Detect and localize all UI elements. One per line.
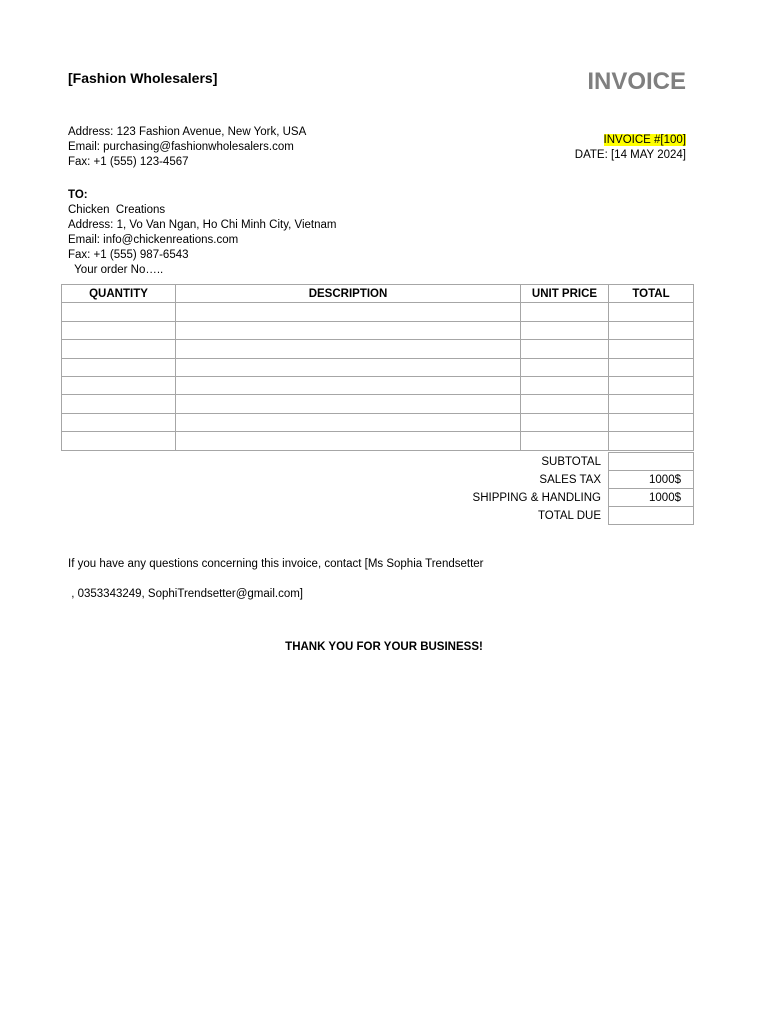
invoice-date: DATE: [14 MAY 2024] bbox=[574, 149, 686, 161]
cell-unit-price bbox=[521, 376, 609, 394]
order-number: Your order No….. bbox=[68, 264, 164, 276]
invoice-title: INVOICE bbox=[587, 68, 686, 95]
table-row bbox=[62, 376, 694, 394]
thank-you-message: THANK YOU FOR YOUR BUSINESS! bbox=[285, 641, 483, 653]
sender-address: Address: 123 Fashion Avenue, New York, USA bbox=[68, 126, 307, 138]
recipient-label: TO: bbox=[68, 189, 88, 201]
cell-total bbox=[609, 303, 694, 321]
cell-total bbox=[609, 413, 694, 431]
header-total: TOTAL bbox=[609, 285, 694, 303]
table-row bbox=[62, 340, 694, 358]
cell-quantity bbox=[62, 395, 176, 413]
recipient-email: Email: info@chickenreations.com bbox=[68, 234, 239, 246]
cell-unit-price bbox=[521, 432, 609, 450]
cell-quantity bbox=[62, 358, 176, 376]
invoice-meta bbox=[575, 133, 686, 163]
cell-quantity bbox=[62, 340, 176, 358]
table-row bbox=[62, 413, 694, 431]
cell-total bbox=[609, 340, 694, 358]
table-row bbox=[62, 358, 694, 376]
recipient-name: Chicken Creations bbox=[68, 204, 166, 216]
cell-unit-price bbox=[521, 321, 609, 339]
line-items-table bbox=[61, 284, 694, 451]
cell-unit-price bbox=[521, 395, 609, 413]
contact-line-2: , 0353343249, SophiTrendsetter@gmail.com] bbox=[68, 588, 303, 600]
table-row bbox=[62, 303, 694, 321]
cell-description bbox=[176, 303, 521, 321]
cell-description bbox=[176, 340, 521, 358]
cell-description bbox=[176, 413, 521, 431]
subtotal-cell bbox=[608, 452, 694, 471]
header-description: DESCRIPTION bbox=[176, 285, 521, 303]
cell-description bbox=[176, 395, 521, 413]
total-due-row bbox=[400, 507, 694, 525]
cell-quantity bbox=[62, 376, 176, 394]
cell-total bbox=[609, 395, 694, 413]
sales-tax-value: 1000$ bbox=[649, 474, 681, 486]
shipping-value: 1000$ bbox=[649, 492, 681, 504]
shipping-row bbox=[400, 489, 694, 507]
header-unit-price: UNIT PRICE bbox=[521, 285, 609, 303]
cell-quantity bbox=[62, 303, 176, 321]
cell-quantity bbox=[62, 413, 176, 431]
cell-total bbox=[609, 358, 694, 376]
total-due-label: TOTAL DUE bbox=[537, 510, 601, 522]
sales-tax-row bbox=[400, 471, 694, 489]
cell-total bbox=[609, 376, 694, 394]
sender-email: Email: purchasing@fashionwholesalers.com bbox=[68, 141, 294, 153]
invoice-number: INVOICE #[100] bbox=[603, 134, 686, 146]
cell-total bbox=[609, 432, 694, 450]
shipping-label: SHIPPING & HANDLING bbox=[472, 492, 601, 504]
table-row bbox=[62, 395, 694, 413]
cell-description bbox=[176, 432, 521, 450]
shipping-cell bbox=[608, 489, 694, 507]
recipient-address: Address: 1, Vo Van Ngan, Ho Chi Minh City, Vietnam bbox=[68, 219, 337, 231]
table-row bbox=[62, 432, 694, 450]
subtotal-label: SUBTOTAL bbox=[541, 456, 601, 468]
cell-unit-price bbox=[521, 358, 609, 376]
cell-unit-price bbox=[521, 413, 609, 431]
subtotal-row bbox=[400, 453, 694, 471]
recipient-info bbox=[68, 188, 336, 278]
header-quantity: QUANTITY bbox=[62, 285, 176, 303]
recipient-fax: Fax: +1 (555) 987-6543 bbox=[68, 249, 189, 261]
cell-total bbox=[609, 321, 694, 339]
sales-tax-cell bbox=[608, 471, 694, 489]
sender-info bbox=[68, 125, 306, 170]
table-header-row bbox=[62, 285, 694, 303]
table-row bbox=[62, 321, 694, 339]
total-due-cell bbox=[608, 507, 694, 525]
cell-unit-price bbox=[521, 303, 609, 321]
cell-quantity bbox=[62, 432, 176, 450]
sender-fax: Fax: +1 (555) 123-4567 bbox=[68, 156, 189, 168]
cell-description bbox=[176, 358, 521, 376]
company-name: [Fashion Wholesalers] bbox=[68, 70, 218, 86]
cell-unit-price bbox=[521, 340, 609, 358]
sales-tax-label: SALES TAX bbox=[539, 474, 601, 486]
cell-description bbox=[176, 321, 521, 339]
cell-quantity bbox=[62, 321, 176, 339]
cell-description bbox=[176, 376, 521, 394]
contact-line-1: If you have any questions concerning this invoice, contact [Ms Sophia Trendsetter bbox=[68, 558, 484, 570]
